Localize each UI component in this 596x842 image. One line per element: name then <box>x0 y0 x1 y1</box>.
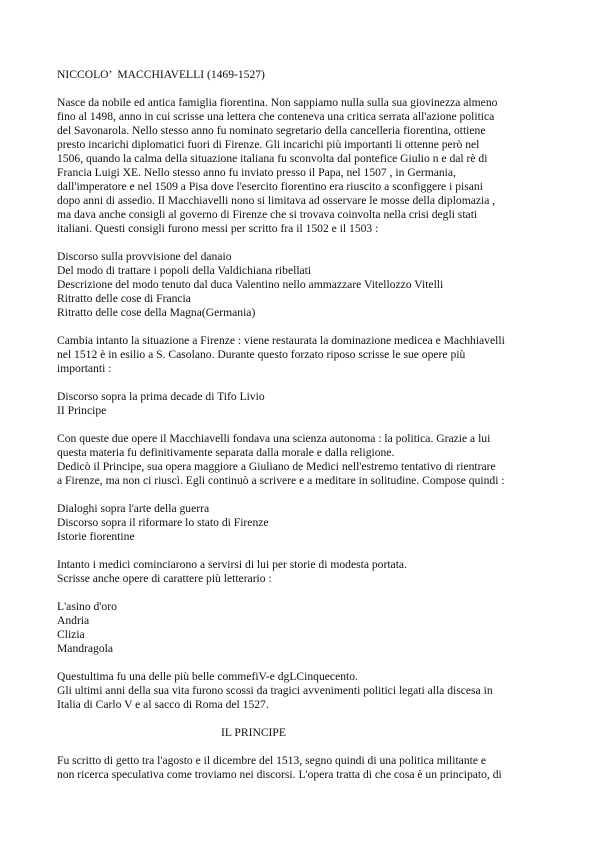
list-item: Mandragola <box>57 642 114 655</box>
list-item: Descrizione del modo tenuto dal duca Valentino nello ammazzare Vitellozzo Vitelli <box>57 278 444 291</box>
list-item: Dialoghi sopra l'arte della guerra <box>57 502 210 515</box>
text-line: questa materia fu definitivamente separata dalla morale e dalla religione. <box>57 446 395 459</box>
text-line: presto incarichi diplomatici fuori di Firenze. Gli incarichi più importanti li ottenne però nel <box>57 138 480 151</box>
list-later-works <box>57 502 557 544</box>
text-line: Gli ultimi anni della sua vita furono scossi da tragici avvenimenti politici legati alla discesa in <box>57 684 493 697</box>
list-item: Discorso sopra il riformare lo stato di Firenze <box>57 516 269 529</box>
text-line: dopo anni di assedio. Il Macchiavelli nono si limitava ad osservare le mosse della diplomazia , <box>57 194 496 207</box>
list-item: Discorso sulla provvisione del danaio <box>57 250 232 263</box>
list-item: Ritratto delle cose della Magna(Germania) <box>57 306 256 319</box>
text-line: ma dava anche consigli al governo di Firenze che si trovava coinvolta nella crisi degli stati <box>57 208 478 221</box>
list-item: Discorso sopra la prima decade di Tifo Livio <box>57 390 265 403</box>
text-line: Nasce da nobile ed antica famiglia fiorentina. Non sappiamo nulla sulla sua giovinezza almeno <box>57 96 498 109</box>
text-line: a Firenze, ma non ci riuscì. Egli continuò a scrivere e a meditare in solitudine. Compose quindi : <box>57 474 505 487</box>
text-line: Con queste due opere il Macchiavelli fondava una scienza autonoma : la politica. Grazie a lui <box>57 432 491 445</box>
text-line: non ricerca speculativa come troviamo nei discorsi. L'opera tratta di che cosa è un principato, di <box>57 768 502 781</box>
paragraph-political-science <box>57 432 557 488</box>
list-item: Istorie fiorentine <box>57 530 135 543</box>
list-item: L'asino d'oro <box>57 600 117 613</box>
list-major-works <box>57 390 557 418</box>
list-item: Andria <box>57 614 90 627</box>
paragraph-final-years <box>57 670 557 712</box>
text-line: Questultima fu una delle più belle commefiV-e dgLCinquecento. <box>57 670 358 683</box>
text-line: 1506, quando la calma della situazione italiana fu sconvolta dal pontefice Giulio n e dal rè di <box>57 152 488 165</box>
text-line: Francia Luigi XE. Nello stesso anno fu inviato presso il Papa, nel 1507 , in Germania, <box>57 166 456 179</box>
list-early-writings <box>57 250 557 320</box>
document-title: NICCOLO’ MACCHIAVELLI (1469-1527) <box>57 68 265 81</box>
text-line: Italia di Carlo V e al sacco di Roma del 1527. <box>57 698 269 711</box>
paragraph-literary <box>57 558 557 586</box>
list-item: II Principe <box>57 404 107 417</box>
text-line: Intanto i medici cominciarono a servirsi di lui per storie di modesta portata. <box>57 558 407 571</box>
list-item: Ritratto delle cose di Francia <box>57 292 191 305</box>
list-item: Del modo di trattare i popoli della Valdichiana ribellati <box>57 264 312 277</box>
text-line: nel 1512 è in esilio a S. Casolano. Durante questo forzato riposo scrisse le sue opere più <box>57 348 466 361</box>
text-line: del Savonarola. Nello stesso anno fu nominato segretario della cancelleria fiorentina, ottiene <box>57 124 486 137</box>
text-line: Scrisse anche opere di carattere più letterario : <box>57 572 272 585</box>
text-line: Fu scritto di getto tra l'agosto e il dicembre del 1513, segno quindi di una politica militante e <box>57 754 487 767</box>
paragraph-biography <box>57 96 557 236</box>
text-line: dall'imperatore e nel 1509 a Pisa dove l'esercito fiorentino era riuscito a sconfiggere i pisani <box>57 180 483 193</box>
text-line: Cambia intanto la situazione a Firenze : viene restaurata la dominazione medicea e Machhiavelli <box>57 334 505 347</box>
list-literary-works <box>57 600 557 656</box>
list-item: Clizia <box>57 628 85 641</box>
paragraph-principe <box>57 754 557 782</box>
text-line: fino al 1498, anno in cui scrisse una lettera che conteneva una critica serrata all'azione politica <box>57 110 495 123</box>
paragraph-exile <box>57 334 557 376</box>
text-line: Dedicò il Principe, sua opera maggiore a Giuliano de Medici nell'estremo tentativo di rientrare <box>57 460 496 473</box>
text-line: importanti : <box>57 362 112 375</box>
text-line: italiani. Questi consigli furono messi per scritto fra il 1502 e il 1503 : <box>57 222 379 235</box>
section-title: IL PRINCIPE <box>221 726 286 739</box>
document-body <box>57 68 557 782</box>
